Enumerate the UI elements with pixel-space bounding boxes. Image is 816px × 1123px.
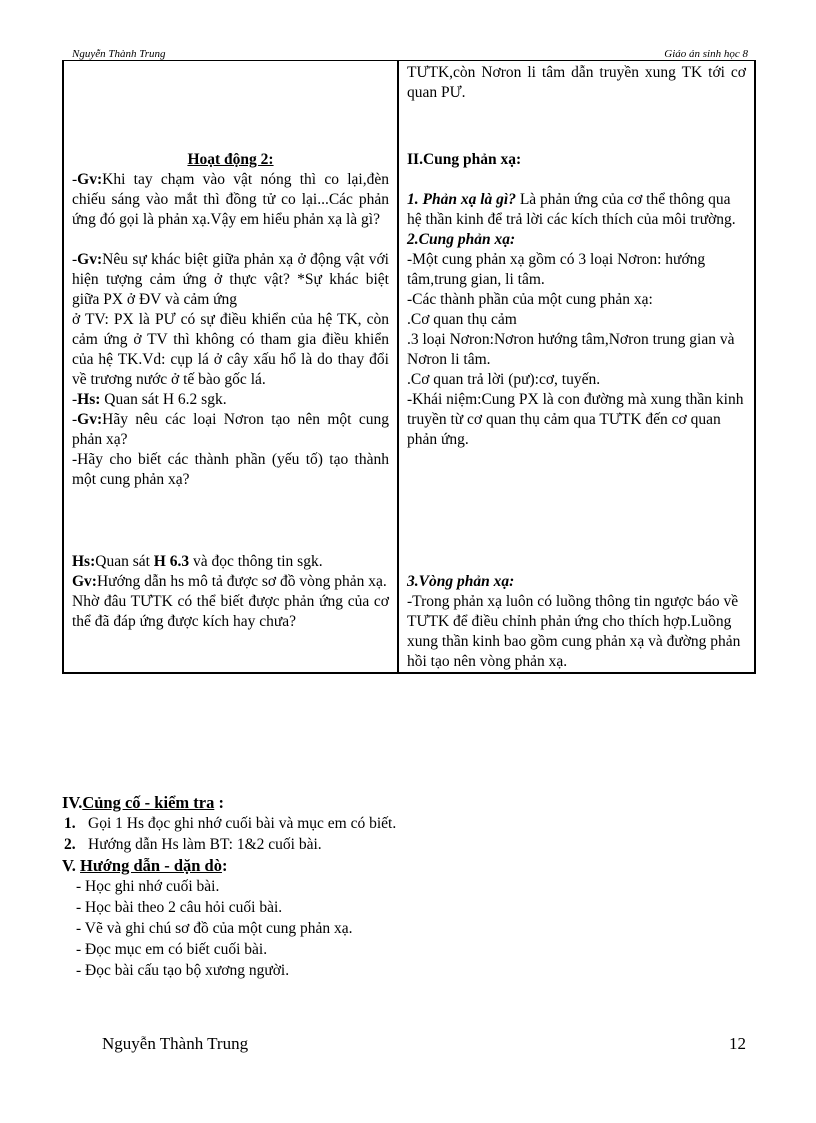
paragraph-text: và đọc thông tin sgk. [189, 553, 323, 570]
gv-label: Gv: [77, 171, 103, 188]
spacer [407, 450, 746, 572]
section-5-heading [62, 855, 752, 876]
hs-label: Hs: [72, 553, 96, 570]
paragraph-gv-4 [72, 572, 389, 592]
lesson-table [62, 60, 756, 674]
post-table-content [62, 792, 752, 981]
section-4-heading [62, 792, 752, 813]
paragraph-hs-1 [72, 390, 389, 410]
reflex-arc-line: -Các thành phần của một cung phản xạ: [407, 291, 653, 308]
section-suffix: : [214, 793, 224, 812]
header-author: Nguyễn Thành Trung [72, 48, 166, 60]
subsection-title: 3.Vòng phản xạ: [407, 573, 515, 590]
spacer [407, 103, 746, 150]
reflex-arc-line: -Khái niệm:Cung PX là con đường mà xung thần kinh truyền từ cơ quan thụ cảm qua TƯTK đến cơ quan phản ứng. [407, 391, 744, 448]
paragraph-text: Hãy nêu các loại Nơron tạo nên một cung phản xạ? [72, 411, 389, 448]
reflex-arc-line: -Một cung phản xạ gồm có 3 loại Nơron: hướng tâm,trung gian, li tâm. [407, 251, 706, 288]
item-text: Gọi 1 Hs đọc ghi nhớ cuối bài và mục em có biết. [88, 815, 397, 832]
dash: - [72, 251, 78, 268]
section-title: II.Cung phản xạ: [407, 151, 522, 168]
header-subject: Giáo án sinh học 8 [664, 48, 748, 60]
paragraph-text: Hướng dẫn hs mô tả được sơ đồ vòng phản xạ. [96, 573, 387, 590]
spacer [72, 60, 389, 150]
paragraph-text: Nêu sự khác biệt giữa phản xạ ở động vật với hiện tượng cảm ứng ở thực vật? *Sự khác biệt giữa PX ở ĐV và cảm ứng [72, 251, 389, 308]
reflex-arc-line: .Cơ quan trả lời (pư):cơ, tuyến. [407, 371, 601, 388]
paragraph-gv-1 [72, 170, 389, 230]
paragraph-tv: ở TV: PX là PƯ có sự điều khiển của hệ TK, còn cảm ứng ở TV thì không có tham gia điều khiển của hệ TK.Vd: cụp lá ở cây xấu hổ là do thay đổi về trương nước ở tế bào gốc lá. [72, 311, 389, 388]
footer-author: Nguyễn Thành Trung [102, 1034, 249, 1053]
subsection-title: 2.Cung phản xạ: [407, 231, 516, 248]
section-title: Củng cố - kiểm tra [82, 793, 215, 812]
spacer [72, 490, 389, 552]
paragraph-text: Quan sát H 6.2 sgk. [100, 391, 227, 408]
activity-title: Hoạt động 2: [187, 151, 274, 168]
section-suffix: : [221, 856, 228, 875]
dash: - [72, 391, 78, 408]
section-title: Hướng dẫn - dặn dò [80, 856, 222, 875]
hs-label: Hs: [77, 391, 101, 408]
content-column [398, 60, 755, 673]
page-number: 12 [729, 1034, 746, 1053]
continued-text: TƯTK,còn Nơron li tâm dẫn truyền xung TK tới cơ quan PƯ. [407, 64, 746, 101]
reflex-definition [407, 190, 746, 230]
paragraph-hs-2 [72, 552, 389, 572]
list-item [62, 813, 752, 834]
reflex-loop-text: -Trong phản xạ luôn có luồng thông tin ngược báo về TƯTK để điều chỉnh phản ứng cho thích hợp.Luồng xung thần kinh bao gồm cung phản xạ và đường phản hồi tạo nên vòng phản xạ. [407, 593, 741, 670]
paragraph-text: Khi tay chạm vào vật nóng thì co lại,đèn chiếu sáng vào mắt thì đồng tử co lại...Các phản ứng đó gọi là phản xạ.Vậy em hiểu phản xạ là gì? [72, 171, 389, 228]
teacher-activity-column [63, 60, 398, 673]
paragraph-gv-2 [72, 250, 389, 310]
item-number: 2. [64, 836, 76, 853]
definition-text: Là phản ứng của cơ thể thông qua hệ thần kinh để trả lời các kích thích của môi trường. [407, 191, 736, 228]
section-number: V. [62, 856, 81, 875]
item-number: 1. [64, 815, 76, 832]
gv-label: Gv: [77, 251, 103, 268]
list-item: - Học bài theo 2 câu hỏi cuối bài. [76, 899, 283, 916]
figure-ref: H 6.3 [153, 553, 190, 570]
list-item: - Học ghi nhớ cuối bài. [76, 878, 220, 895]
reflex-arc-line: .3 loại Nơron:Nơron hướng tâm,Nơron trung gian và Nơron li tâm. [407, 331, 735, 368]
subsection-title: 1. Phản xạ là gì? [407, 191, 516, 208]
list-item: - Đọc mục em có biết cuối bài. [76, 941, 268, 958]
list-item [62, 834, 752, 855]
list-item: - Đọc bài cấu tạo bộ xương người. [76, 962, 290, 979]
dash: - [72, 411, 78, 428]
dash: - [72, 171, 78, 188]
gv-label: Gv: [77, 411, 103, 428]
paragraph-text: Quan sát [95, 553, 154, 570]
gv-label: Gv: [72, 573, 97, 590]
reflex-arc-line: .Cơ quan thụ cảm [407, 311, 517, 328]
paragraph-gv-3 [72, 410, 389, 450]
paragraph-question-2: Nhờ đâu TƯTK có thể biết được phản ứng của cơ thể đã đáp ứng được kích hay chưa? [72, 593, 389, 630]
list-item: - Vẽ và ghi chú sơ đồ của một cung phản xạ. [76, 920, 353, 937]
section-number: IV. [62, 793, 83, 812]
paragraph-question: -Hãy cho biết các thành phần (yếu tố) tạo thành một cung phản xạ? [72, 451, 389, 488]
item-text: Hướng dẫn Hs làm BT: 1&2 cuối bài. [88, 836, 322, 853]
